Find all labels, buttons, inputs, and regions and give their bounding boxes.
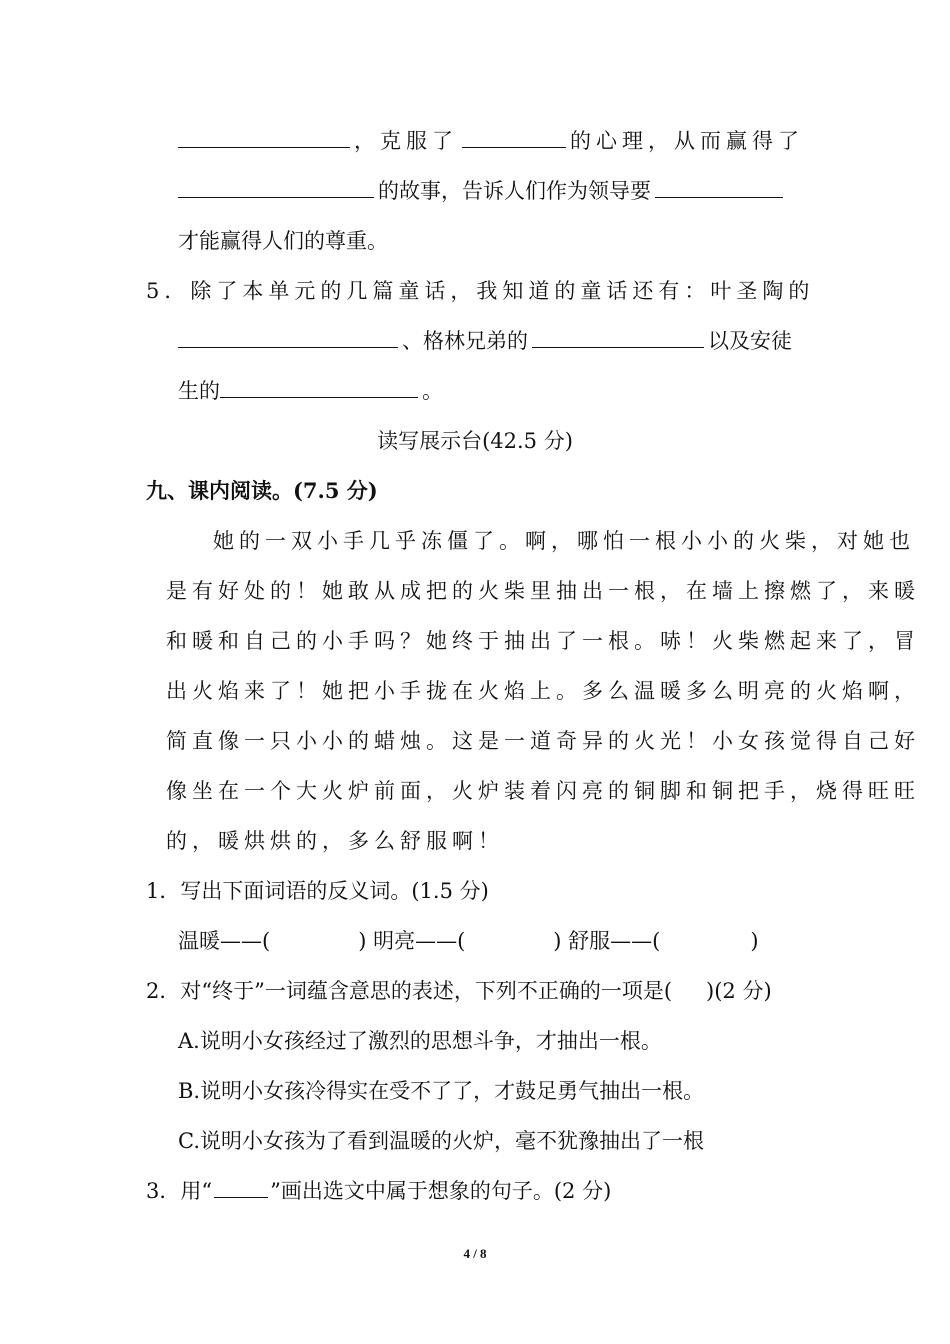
q5-line-3 [178,376,443,406]
q3-question [146,1176,611,1206]
q2-text: )(2 分) [706,979,772,1003]
q5-line-2 [178,326,792,356]
passage-line: 简直像一只小小的蜡烛。这是一道奇异的火光！小女孩觉得自己好 [166,729,920,753]
q1-word-1: 温暖——( [178,929,271,953]
q5-text: 。 [422,379,443,403]
q4-line-3: 才能赢得人们的尊重。 [178,229,388,253]
q5-number: 5． [146,279,191,303]
q5-line-1 [146,276,814,306]
answer-blank[interactable] [532,327,704,348]
q4-text: ，克服了 [354,129,458,153]
answer-blank[interactable] [462,127,566,148]
section-title: 读写展示台(42.5 分) [377,429,573,453]
q4-text: 的心理，从而赢得了 [570,129,804,153]
answer-blank[interactable] [655,177,783,198]
q2-option-a: A.说明小女孩经过了激烈的思想斗争，才抽出一根。 [178,1029,662,1053]
q5-text: 、格林兄弟的 [402,329,528,353]
answer-blank[interactable] [178,127,350,148]
q4-line-1 [178,126,804,156]
answer-blank[interactable] [178,327,398,348]
section9-title: 九、课内阅读。(7.5 分) [146,478,378,503]
passage-line: 和暖和自己的小手吗？她终于抽出了一根。哧！火柴燃起来了，冒 [166,629,920,653]
underline-sample [214,1177,268,1198]
q5-text: 生的 [178,379,220,403]
page-number: 4 / 8 [463,1246,487,1261]
q1-word-4: ) [750,929,759,953]
passage-line: 她的一双小手几乎冻僵了。啊，哪怕一根小小的火柴，对她也 [213,529,915,553]
passage-line: 出火焰来了！她把小手拢在火焰上。多么温暖多么明亮的火焰啊， [166,679,920,703]
passage-line: 的，暖烘烘的，多么舒服啊！ [166,829,504,853]
q2-question [146,976,772,1006]
q2-option-b: B.说明小女孩冷得实在受不了了，才鼓足勇气抽出一根。 [178,1079,705,1103]
q3-text: 3．用“ [146,1179,213,1203]
q1-word-2: ) 明亮——( [358,929,466,953]
q5-text: 除了本单元的几篇童话，我知道的童话还有：叶圣陶的 [190,279,815,303]
q3-text: ”画出选文中属于想象的句子。(2 分) [270,1179,612,1203]
answer-blank[interactable] [220,377,418,398]
q4-line-2 [178,176,787,206]
q1-question: 1．写出下面词语的反义词。(1.5 分) [146,879,489,903]
passage-line: 像坐在一个大火炉前面，火炉装着闪亮的铜脚和铜把手，烧得旺旺 [166,779,920,803]
q4-text: 的故事，告诉人们作为领导要 [378,179,651,203]
q2-text: 2．对“终于”一词蕴含意思的表述，下列不正确的一项是( [146,979,673,1003]
q1-answers [178,926,759,956]
q5-text: 以及安徒 [708,329,792,353]
q2-option-c: C.说明小女孩为了看到温暖的火炉，毫不犹豫抽出了一根 [178,1129,704,1153]
answer-blank[interactable] [178,177,374,198]
q1-word-3: ) 舒服——( [553,929,661,953]
passage-line: 是有好处的！她敢从成把的火柴里抽出一根，在墙上擦燃了，来暖 [166,579,920,603]
